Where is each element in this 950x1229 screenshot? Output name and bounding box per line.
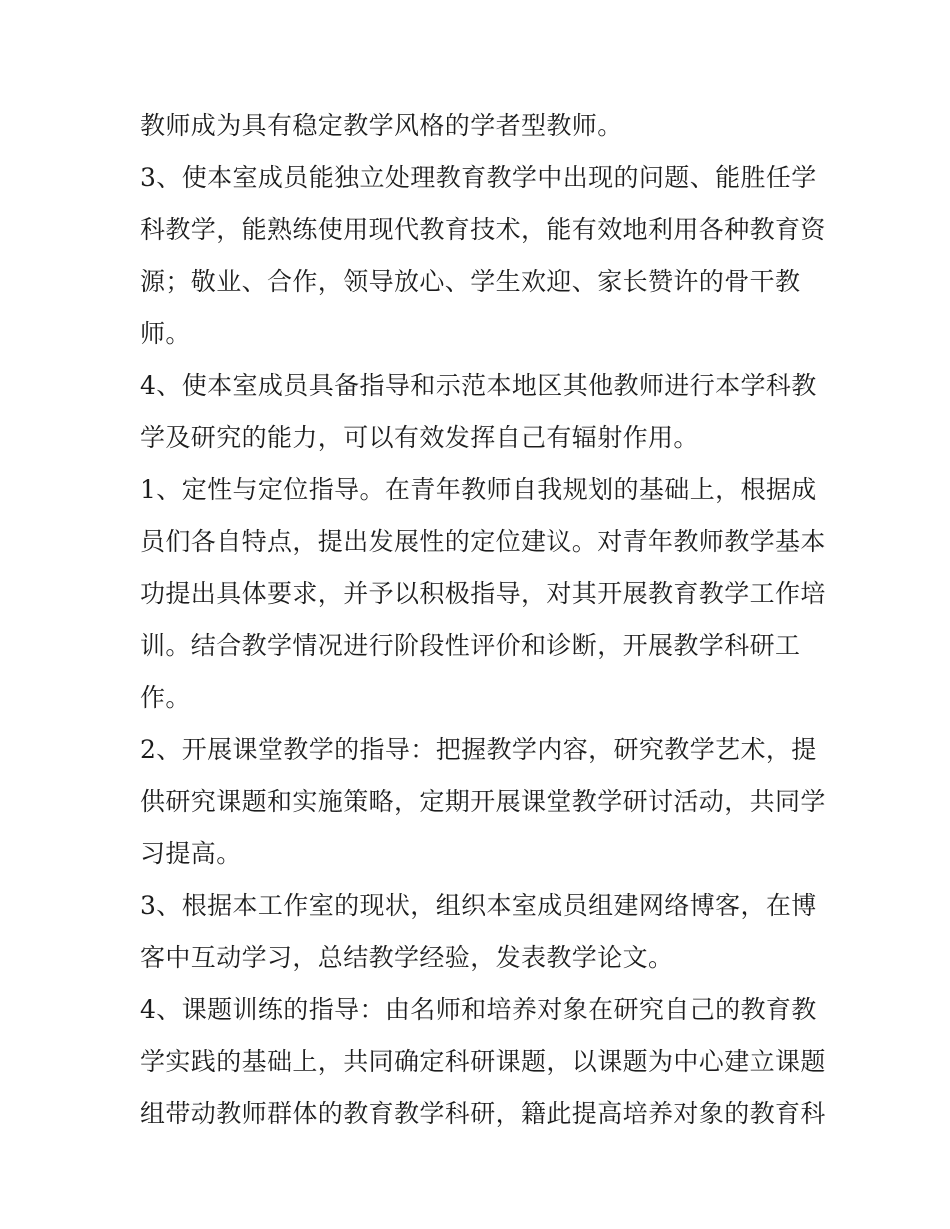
- text-line: 3、根据本工作室的现状，组织本室成员组建网络博客，在博: [140, 891, 817, 920]
- text-line: 2、开展课堂教学的指导：把握教学内容，研究教学艺术，提: [140, 735, 817, 764]
- text-line: 师。: [140, 319, 191, 348]
- text-line: 供研究课题和实施策略，定期开展课堂教学研讨活动，共同学: [140, 787, 826, 816]
- text-line: 训。结合教学情况进行阶段性评价和诊断，开展教学科研工: [140, 631, 801, 660]
- text-line: 员们各自特点，提出发展性的定位建议。对青年教师教学基本: [140, 527, 826, 556]
- text-line: 源；敬业、合作，领导放心、学生欢迎、家长赞许的骨干教: [140, 267, 801, 296]
- text-line: 学实践的基础上，共同确定科研课题，以课题为中心建立课题: [140, 1047, 826, 1076]
- text-line: 1、定性与定位指导。在青年教师自我规划的基础上，根据成: [140, 475, 817, 504]
- text-line: 习提高。: [140, 839, 242, 868]
- text-line: 教师成为具有稳定教学风格的学者型教师。: [140, 111, 623, 140]
- text-line: 4、使本室成员具备指导和示范本地区其他教师进行本学科教: [140, 371, 817, 400]
- text-line: 作。: [140, 683, 191, 712]
- text-line: 科教学，能熟练使用现代教育技术，能有效地利用各种教育资: [140, 215, 826, 244]
- text-line: 功提出具体要求，并予以积极指导，对其开展教育教学工作培: [140, 579, 826, 608]
- document-body: [140, 100, 826, 1140]
- text-line: 客中互动学习，总结教学经验，发表教学论文。: [140, 943, 674, 972]
- text-line: 组带动教师群体的教育教学科研，籍此提高培养对象的教育科: [140, 1099, 826, 1128]
- text-line: 4、课题训练的指导：由名师和培养对象在研究自己的教育教: [140, 995, 817, 1024]
- text-line: 学及研究的能力，可以有效发挥自己有辐射作用。: [140, 423, 699, 452]
- text-line: 3、使本室成员能独立处理教育教学中出现的问题、能胜任学: [140, 163, 817, 192]
